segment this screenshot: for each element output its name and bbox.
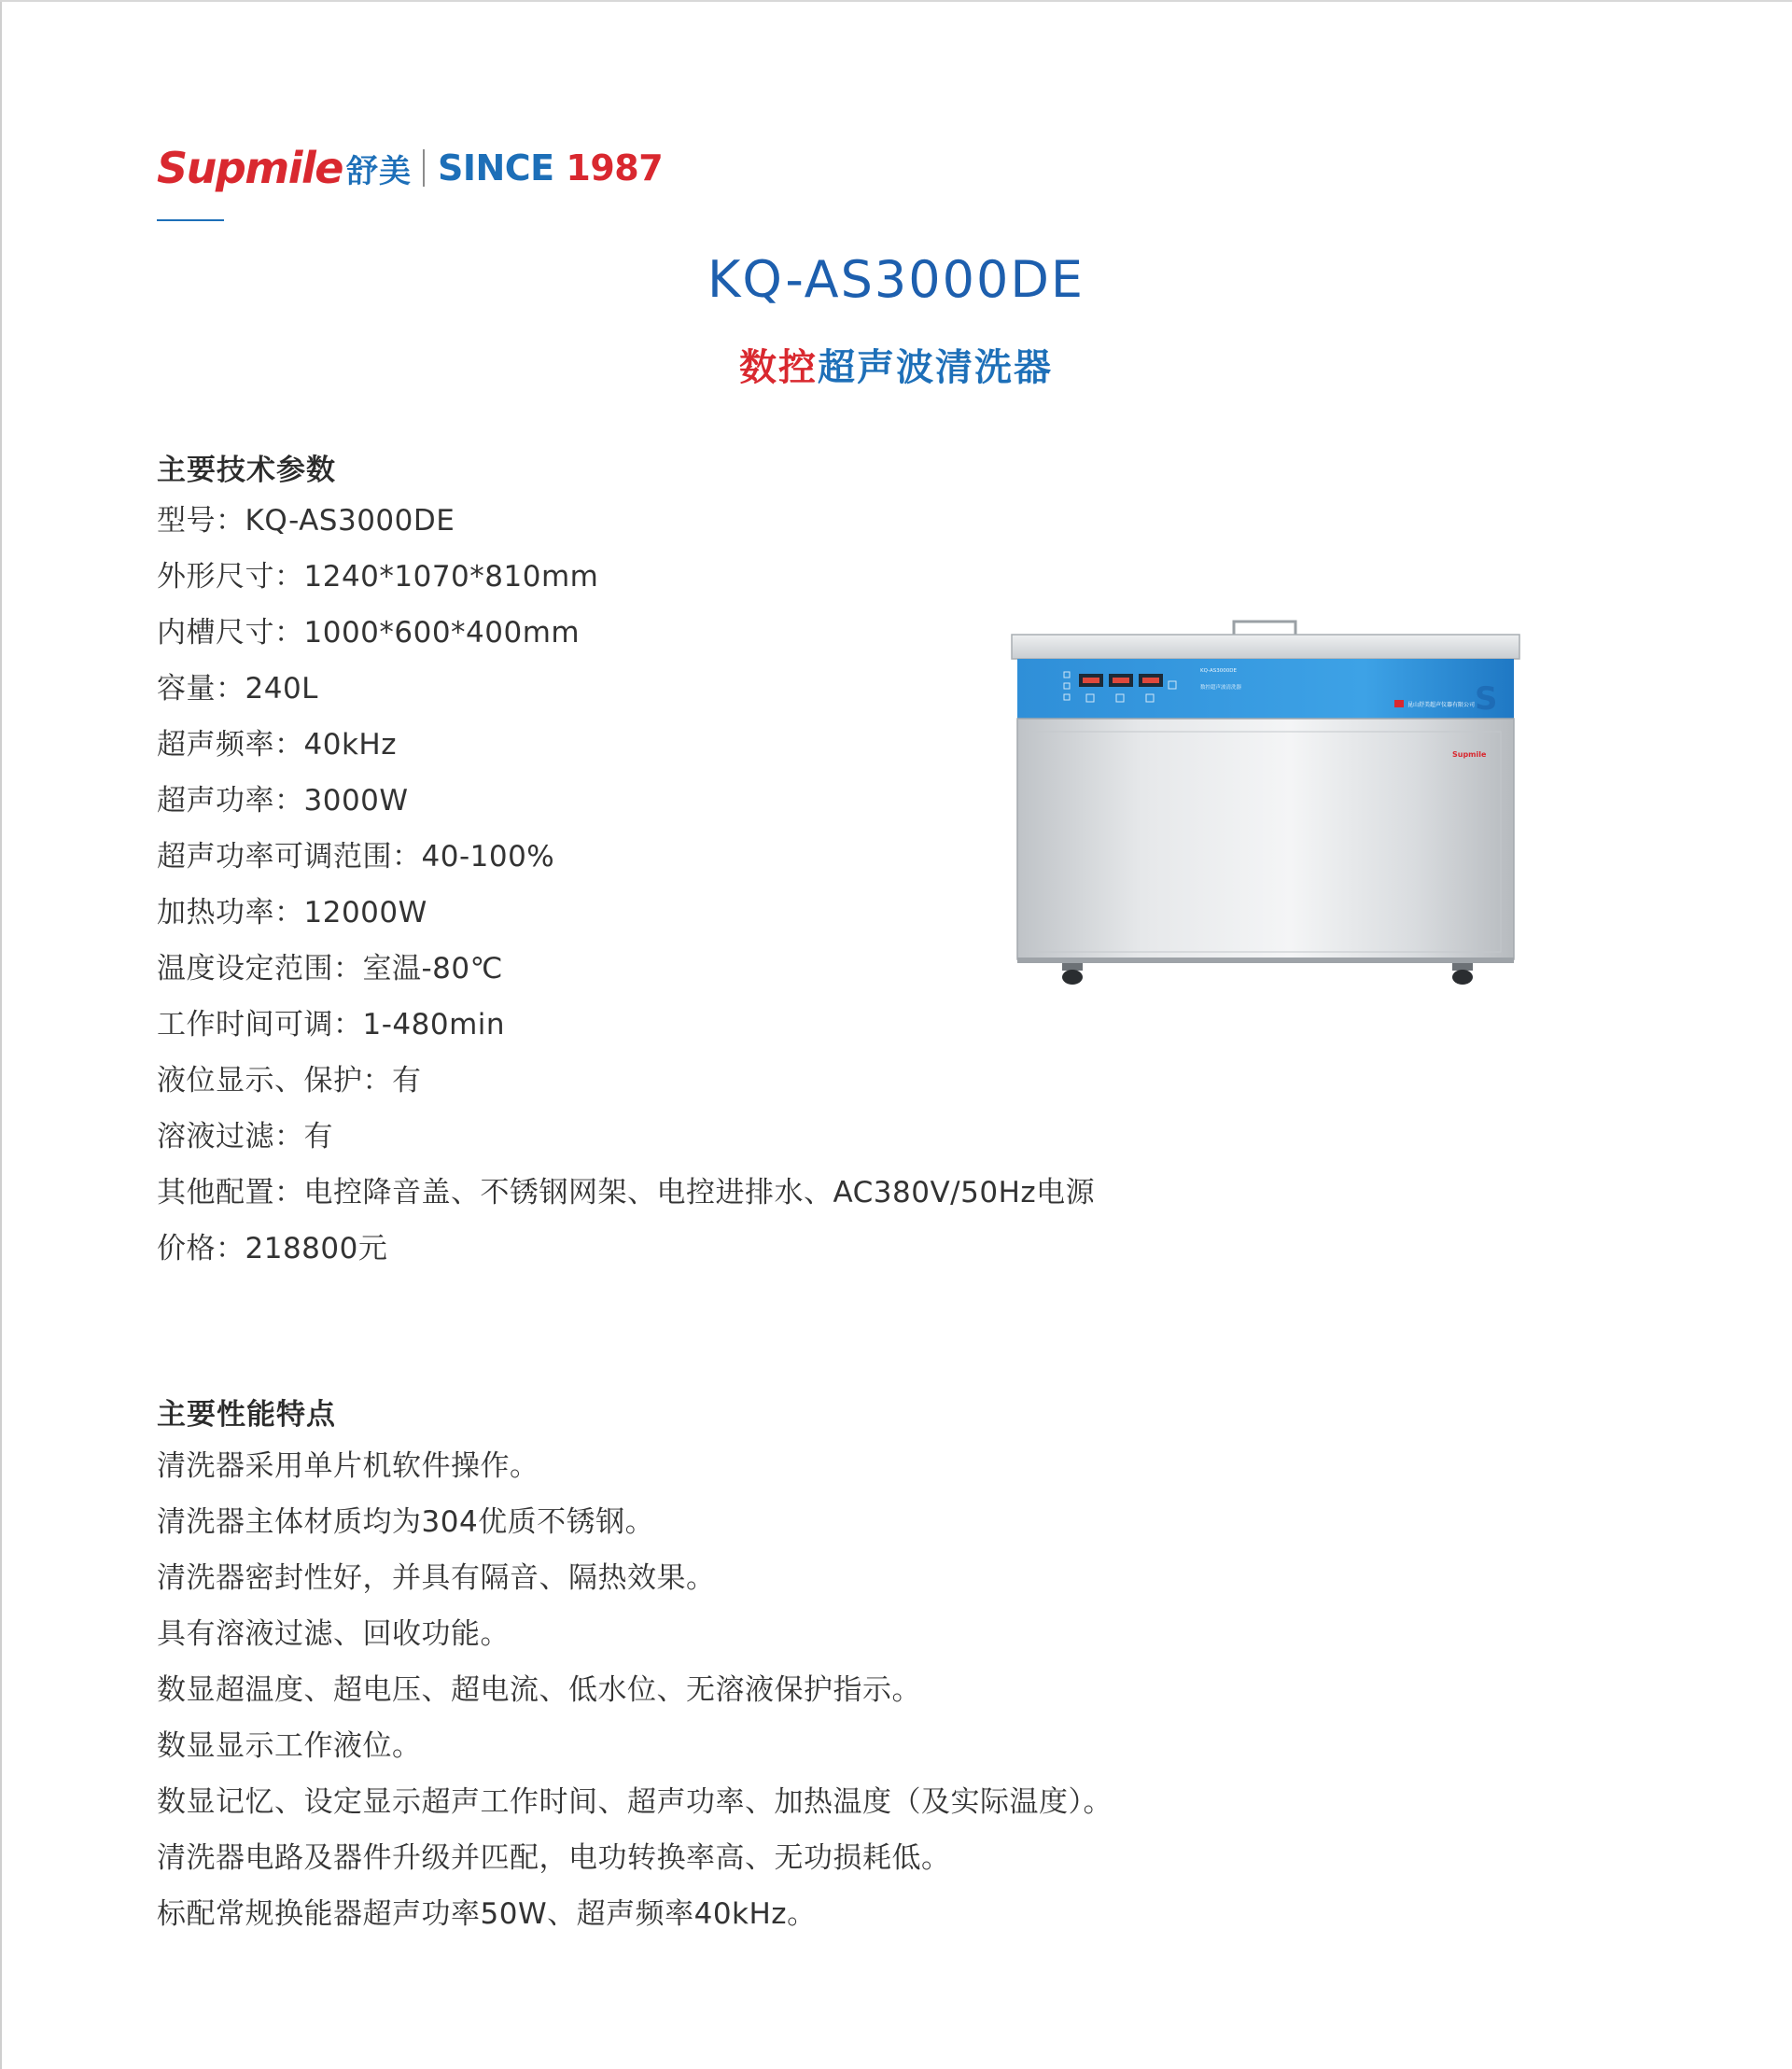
- feature-item: 标配常规换能器超声功率50W、超声频率40kHz。: [157, 1897, 817, 1931]
- spec-item: 超声频率：40kHz: [157, 728, 397, 762]
- since-label: SINCE: [437, 147, 554, 189]
- logo-divider: [423, 149, 425, 187]
- svg-text:S: S: [1475, 680, 1498, 718]
- spec-item: 超声功率：3000W: [157, 784, 409, 818]
- panel-company-label: 昆山舒美超声仪器有限公司: [1407, 702, 1476, 708]
- spec-item: 其他配置：电控降音盖、不锈钢网架、电控进排水、AC380V/50Hz电源: [157, 1176, 1096, 1209]
- brand-name-cn: 舒美: [345, 152, 412, 190]
- spec-list: [157, 493, 1095, 1277]
- panel-brand-label: Supmile: [1452, 750, 1487, 759]
- spec-item: 超声功率可调范围：40-100%: [157, 840, 555, 874]
- spec-item: 型号：KQ-AS3000DE: [157, 504, 455, 538]
- page-border: [0, 0, 1792, 2]
- feature-item: 具有溶液过滤、回收功能。: [157, 1617, 510, 1651]
- feature-item: 数显记忆、设定显示超声工作时间、超声功率、加热温度（及实际温度）。: [157, 1785, 1113, 1819]
- feature-item: 清洗器电路及器件升级并匹配，电功转换率高、无功损耗低。: [157, 1841, 951, 1875]
- since-year: 1987: [566, 147, 664, 189]
- subtitle-highlight: 数控: [739, 346, 818, 389]
- spec-item: 内槽尺寸：1000*600*400mm: [157, 616, 581, 650]
- product-subtitle: [0, 338, 1792, 391]
- spec-item: 溶液过滤：有: [157, 1120, 333, 1153]
- spec-item: 加热功率：12000W: [157, 896, 427, 930]
- feature-item: 数显显示工作液位。: [157, 1729, 422, 1763]
- feature-item: 清洗器主体材质均为304优质不锈钢。: [157, 1505, 655, 1539]
- model-title: KQ-AS3000DE: [707, 250, 1085, 309]
- specs-heading: 主要技术参数: [157, 454, 336, 487]
- feature-list: [157, 1438, 1113, 1942]
- spec-item: 容量：240L: [157, 672, 318, 706]
- feature-item: 数显超温度、超电压、超电流、低水位、无溶液保护指示。: [157, 1673, 921, 1707]
- feature-item: 清洗器采用单片机软件操作。: [157, 1449, 539, 1483]
- page-border: [0, 0, 2, 2069]
- spec-item: 价格：218800元: [157, 1232, 388, 1265]
- spec-item: 工作时间可调：1-480min: [157, 1008, 506, 1041]
- brand-since: [438, 147, 663, 189]
- brand-name: Supmile: [157, 143, 343, 193]
- features-heading: 主要性能特点: [157, 1398, 336, 1432]
- brand-logo: [157, 140, 663, 196]
- spec-item: 液位显示、保护：有: [157, 1064, 422, 1097]
- subtitle-main: 超声波清洗器: [818, 346, 1053, 389]
- spec-item: 外形尺寸：1240*1070*810mm: [157, 560, 599, 594]
- logo-underline: [157, 219, 224, 221]
- spec-item: 温度设定范围：室温-80℃: [157, 952, 503, 986]
- panel-type-label: 数控超声波清洗器: [1200, 685, 1242, 691]
- feature-item: 清洗器密封性好，并具有隔音、隔热效果。: [157, 1561, 716, 1595]
- product-image: [1008, 614, 1523, 987]
- panel-model-label: KQ-AS3000DE: [1200, 668, 1237, 674]
